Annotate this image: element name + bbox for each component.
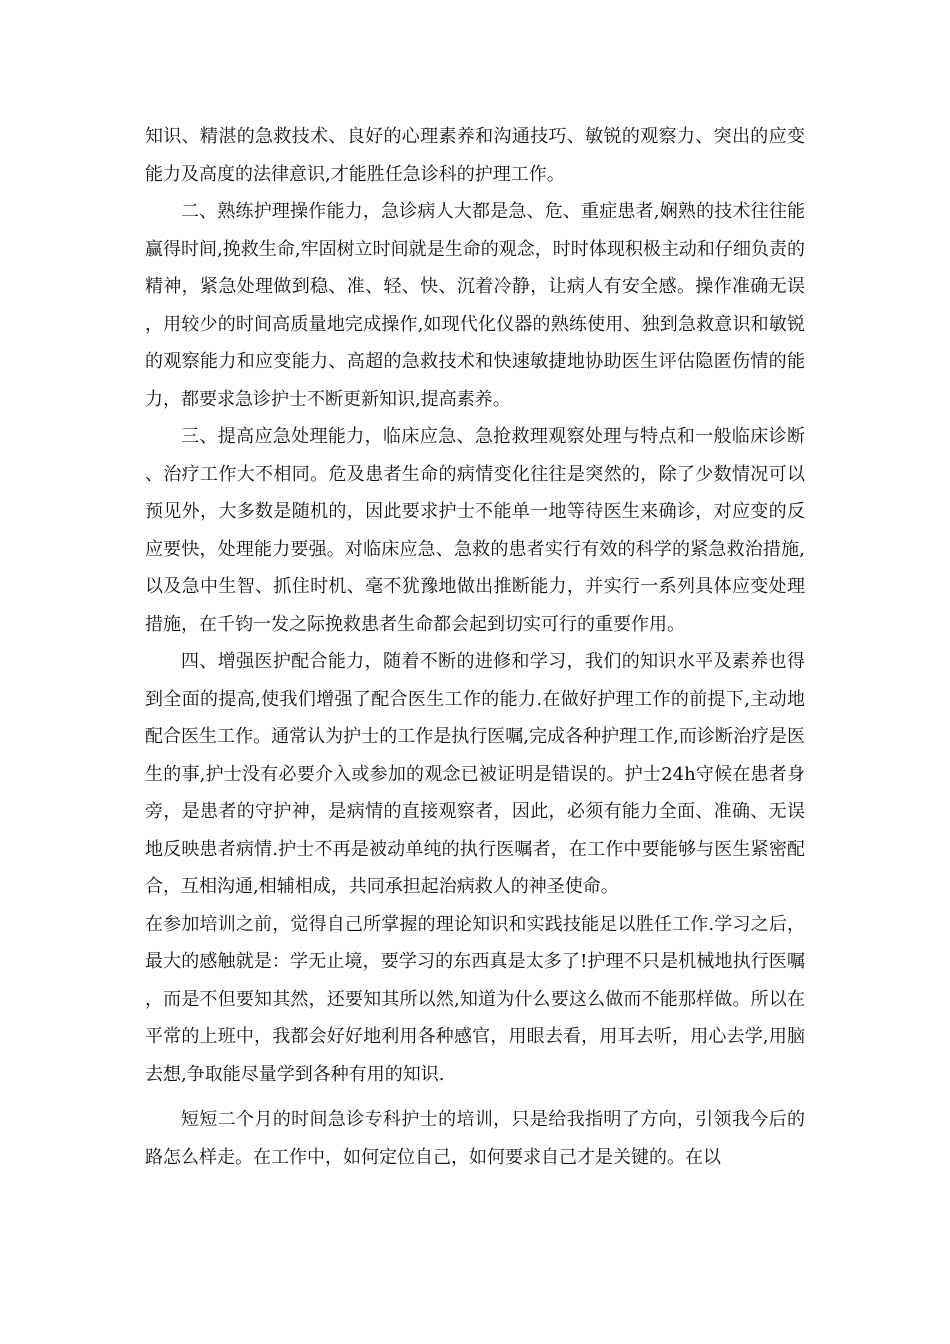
document-body [145, 118, 805, 1176]
paragraph-doctor-cooperation: 四、增强医护配合能力，随着不断的进修和学习，我们的知识水平及素养也得到全面的提高,使我们增强了配合医生工作的能力.在做好护理工作的前提下,主动地配合医生工作。通常认为护士的工作是执行医嘱,完成各种护理工作,而诊断治疗是医生的事,护士没有必要介入或参加的观念已被证明是错误的。护士24h守候在患者身旁，是患者的守护神，是病情的直接观察者，因此，必须有能力全面、准确、无误地反映患者病情.护士不再是被动单纯的执行医嘱者，在工作中要能够与医生紧密配合，互相沟通,相辅相成，共同承担起治病救人的神圣使命。 [145, 651, 805, 897]
paragraph-emergency-handling: 三、提高应急处理能力，临床应急、急抢救理观察处理与特点和一般临床诊断、治疗工作大不相同。危及患者生命的病情变化往往是突然的，除了少数情况可以预见外，大多数是随机的，因此要求护士不能单一地等待医生来确诊，对应变的反应要快，处理能力要强。对临床应急、急救的患者实行有效的科学的紧急救治措施,以及急中生智、抓住时机、毫不犹豫地做出推断能力，并实行一系列具体应变处理措施，在千钧一发之际挽救患者生命都会起到切实可行的重要作用。 [145, 426, 805, 635]
paragraph-training-reflection: 在参加培训之前，觉得自己所掌握的理论知识和实践技能足以胜任工作.学习之后，最大的感触就是：学无止境，要学习的东西真是太多了!护理不只是机械地执行医嘱，而是不但要知其然，还要知其所以然,知道为什么要这么做而不能那样做。所以在平常的上班中，我都会好好地利用各种感官，用眼去看，用耳去听，用心去学,用脑去想,争取能尽量学到各种有用的知识. [145, 913, 805, 1085]
paragraph-operation-skills: 二、熟练护理操作能力，急诊病人大都是急、危、重症患者,娴熟的技术往往能赢得时间,挽救生命,牢固树立时间就是生命的观念，时时体现积极主动和仔细负责的精神，紧急处理做到稳、准、轻、快、沉着冷静，让病人有安全感。操作准确无误，用较少的时间高质量地完成操作,如现代化仪器的熟练使用、独到急救意识和敏锐的观察能力和应变能力、高超的急救技术和快速敏捷地协助医生评估隐匿伤情的能力，都要求急诊护士不断更新知识,提高素养。 [145, 201, 805, 410]
paragraph-intro: 知识、精湛的急救技术、良好的心理素养和沟通技巧、敏锐的观察力、突出的应变能力及高度的法律意识,才能胜任急诊科的护理工作。 [145, 126, 805, 185]
paragraph-conclusion: 短短二个月的时间急诊专科护士的培训，只是给我指明了方向，引领我今后的路怎么样走。在工作中，如何定位自己，如何要求自己才是关键的。在以 [145, 1109, 805, 1168]
